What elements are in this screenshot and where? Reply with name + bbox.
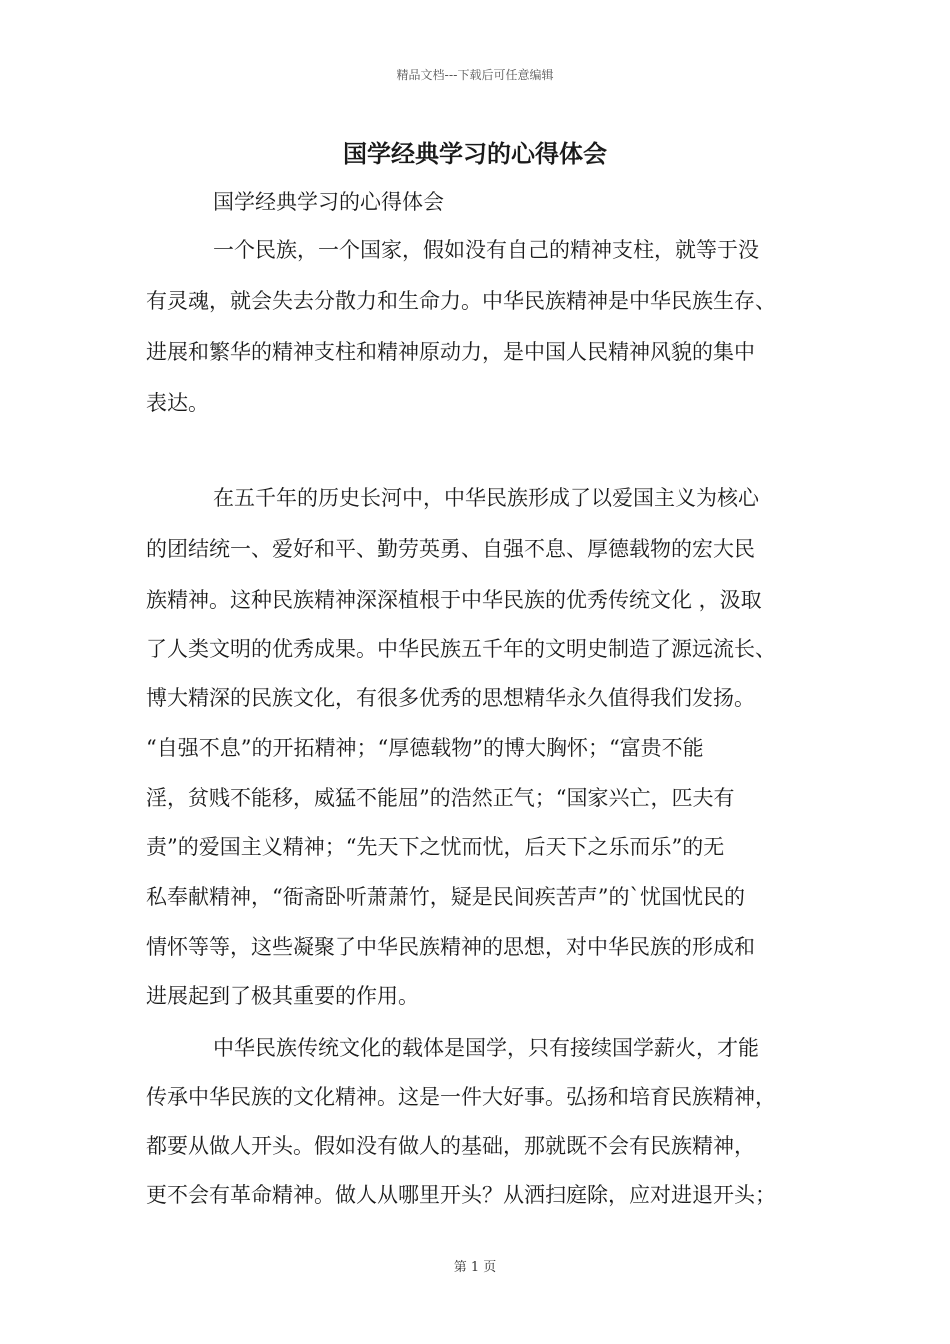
paragraph-line: 在五千年的历史长河中，中华民族形成了以爱国主义为核心 bbox=[213, 486, 759, 510]
paragraph-line: “自强不息”的开拓精神；“厚德载物”的博大胸怀；“富贵不能 bbox=[146, 736, 704, 760]
paragraph-line: 博大精深的民族文化，有很多优秀的思想精华永久值得我们发扬。 bbox=[146, 686, 755, 710]
paragraph-line: 表达。 bbox=[146, 391, 209, 415]
paragraph-line: 情怀等等，这些凝聚了中华民族精神的思想，对中华民族的形成和 bbox=[146, 935, 755, 959]
paragraph-line: 更不会有革命精神。做人从哪里开头？从洒扫庭除，应对进退开头； bbox=[146, 1183, 776, 1207]
paragraph-line: 了人类文明的优秀成果。中华民族五千年的文明史制造了源远流长、 bbox=[146, 637, 776, 661]
page-number: 第 1 页 bbox=[453, 1260, 497, 1275]
paragraph-line: 中华民族传统文化的载体是国学，只有接续国学薪火，才能 bbox=[213, 1036, 759, 1060]
paragraph-line: 进展和繁华的精神支柱和精神原动力，是中国人民精神风貌的集中 bbox=[146, 340, 755, 364]
paragraph-line: 都要从做人开头。假如没有做人的基础，那就既不会有民族精神， bbox=[146, 1134, 755, 1158]
paragraph-line: 责”的爱国主义精神；“先天下之忧而忧，后天下之乐而乐”的无 bbox=[146, 835, 725, 859]
paragraph-line: 私奉献精神，“衙斋卧听萧萧竹，疑是民间疾苦声”的`忧国忧民的 bbox=[146, 885, 745, 909]
paragraph-line: 的团结统一、爱好和平、勤劳英勇、自强不息、厚德载物的宏大民 bbox=[146, 537, 755, 561]
paragraph-line: 传承中华民族的文化精神。这是一件大好事。弘扬和培育民族精神， bbox=[146, 1085, 776, 1109]
paragraph-line: 进展起到了极其重要的作用。 bbox=[146, 984, 419, 1008]
document-title: 国学经典学习的心得体会 bbox=[343, 139, 607, 168]
document-subtitle: 国学经典学习的心得体会 bbox=[213, 190, 444, 214]
paragraph-line: 一个民族，一个国家，假如没有自己的精神支柱，就等于没 bbox=[213, 238, 759, 262]
paragraph-line: 有灵魂，就会失去分散力和生命力。中华民族精神是中华民族生存、 bbox=[146, 289, 776, 313]
header-note: 精品文档---下载后可任意编辑 bbox=[396, 68, 554, 82]
paragraph-line: 族精神。这种民族精神深深植根于中华民族的优秀传统文化 ，汲取 bbox=[146, 588, 762, 612]
paragraph-line: 淫，贫贱不能移，威猛不能屈”的浩然正气；“国家兴亡，匹夫有 bbox=[146, 786, 735, 810]
